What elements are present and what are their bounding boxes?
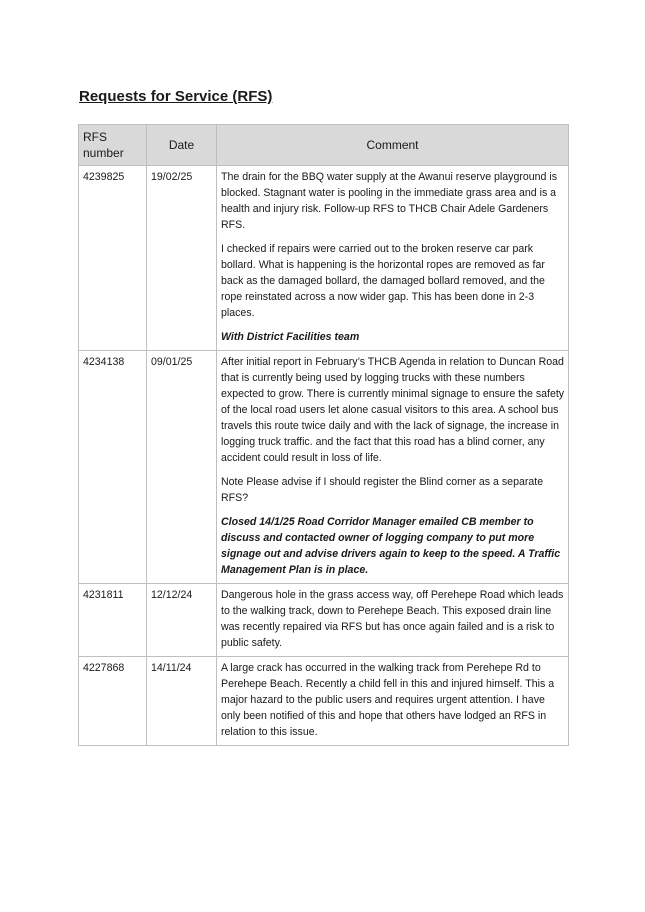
- rfs-number-cell: 4227868: [79, 657, 147, 746]
- comment-paragraph: I checked if repairs were carried out to the broken reserve car park bollard. What is happening is the horizontal ropes are removed as far back as the damaged bollard, the damaged bollard removed, and the rope reinstated across a now wider gap. This has been done in 2-3 places.: [221, 243, 545, 319]
- date-cell: 12/12/24: [147, 584, 217, 657]
- table-row: [79, 584, 569, 657]
- comment-paragraph: Note Please advise if I should register the Blind corner as a separate RFS?: [221, 476, 544, 504]
- comment-paragraph: Dangerous hole in the grass access way, off Perehepe Road which leads to the walking track, down to Perehepe Beach. This exposed drain line was recently repaired via RFS but has once again failed and is a risk to public safety.: [221, 589, 564, 649]
- comment-cell: [217, 657, 569, 746]
- comment-status-note: With District Facilities team: [221, 331, 360, 343]
- section-heading: Requests for Service (RFS): [79, 88, 273, 105]
- date-cell: 19/02/25: [147, 166, 217, 351]
- table-header-row: [79, 125, 569, 166]
- comment-cell: [217, 351, 569, 584]
- comment-cell: [217, 166, 569, 351]
- comment-paragraph: After initial report in February’s THCB Agenda in relation to Duncan Road that is currently being used by logging trucks with these numbers expected to grow. There is currently minimal signage to ensure the safety of the local road users let alone casual visitors to this area. A school bus travels this route twice daily and with the lack of signage, the increase in logging truck traffic. and the fact that this road has a blind corner, any accident could result in loss of life.: [221, 356, 565, 464]
- rfs-number-cell: 4239825: [79, 166, 147, 351]
- table-row: [79, 166, 569, 351]
- header-comment: Comment: [217, 125, 569, 166]
- rfs-table: [78, 124, 569, 746]
- header-rfs-number: RFS number: [79, 125, 147, 166]
- comment-status-note: Closed 14/1/25 Road Corridor Manager emailed CB member to discuss and contacted owner of logging company to put more signage out and advise drivers again to keep to the speed. A Traffic Management Plan is in place.: [221, 516, 561, 576]
- comment-cell: [217, 584, 569, 657]
- comment-paragraph: The drain for the BBQ water supply at the Awanui reserve playground is blocked. Stagnant water is pooling in the immediate grass area and is a health and injury risk. Follow-up RFS to THCB Chair Adele Gardeners RFS.: [221, 171, 558, 231]
- rfs-number-cell: 4234138: [79, 351, 147, 584]
- table-row: [79, 657, 569, 746]
- comment-paragraph: A large crack has occurred in the walking track from Perehepe Rd to Perehepe Beach. Recently a child fell in this and injured himself. This a major hazard to the public users and requires urgent attention. I have only been notified of this and hope that others have lodged an RFS in relation to this issue.: [221, 662, 555, 738]
- header-date: Date: [147, 125, 217, 166]
- rfs-number-cell: 4231811: [79, 584, 147, 657]
- date-cell: 14/11/24: [147, 657, 217, 746]
- date-cell: 09/01/25: [147, 351, 217, 584]
- table-row: [79, 351, 569, 584]
